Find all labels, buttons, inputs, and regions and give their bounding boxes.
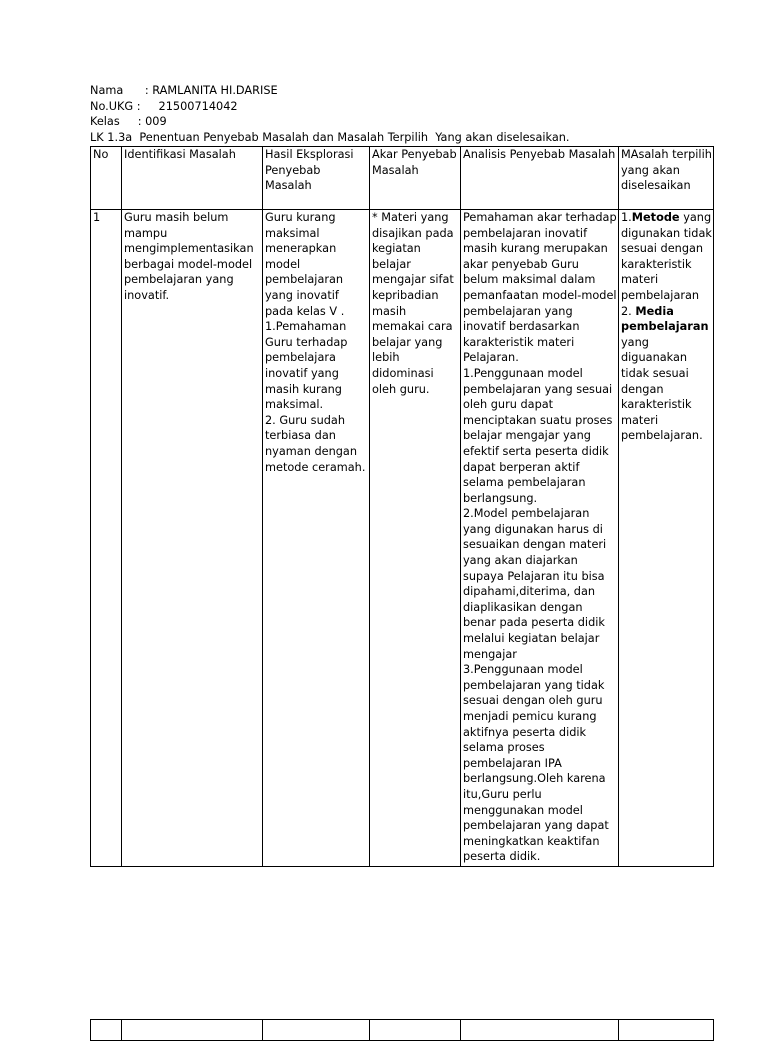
terpilih-item-2-prefix: 2. [621, 304, 636, 318]
analisis-paragraph: 2.Model pembelajaran yang digunakan harus di sesuaikan dengan materi yang akan diajarkan supaya Pelajaran itu bisa dipahami,diterima, dan diaplikasikan dengan benar pada peserta didik melalui kegiatan belajar mengajar [463, 507, 607, 661]
hasil-paragraph: Guru kurang maksimal menerapkan model pembelajaran yang inovatif pada kelas V . [265, 211, 345, 318]
header-no: No [91, 147, 122, 210]
cell-akar-penyebab: * Materi yang disajikan pada kegiatan belajar mengajar sifat kepribadian masih memakai cara belajar yang lebih didominasi oleh guru. [370, 210, 461, 867]
terpilih-item-1-text: yang digunakan tidak sesuai dengan karakteristik materi pembelajaran [621, 211, 712, 302]
cell-hasil-eksplorasi [263, 210, 370, 867]
worksheet-title: LK 1.3a Penentuan Penyebab Masalah dan Masalah Terpilih Yang akan diselesaikan. [90, 131, 570, 144]
terpilih-item-1-prefix: 1. [621, 211, 632, 224]
table-row [91, 210, 714, 867]
class-line: Kelas : 009 [90, 115, 167, 129]
header-identifikasi: Identifikasi Masalah [122, 147, 263, 210]
hasil-paragraph: 2. Guru sudah terbiasa dan nyaman dengan metode ceramah. [265, 413, 366, 474]
terpilih-item-2-text: yang diguanakan tidak sesuai dengan karakteristik materi pembelajaran. [621, 335, 703, 443]
ukg-number-line: No.UKG : 21500714042 [90, 99, 238, 113]
name-line: Nama : RAMLANITA HI.DARISE [90, 84, 278, 97]
terpilih-item-2 [621, 304, 712, 444]
cell-analisis [461, 210, 619, 867]
empty-cell [122, 1020, 263, 1041]
terpilih-item-1-keyword: Metode [631, 211, 680, 224]
header-analisis: Analisis Penyebab Masalah [461, 147, 619, 210]
terpilih-item-2-keyword: Media pembelajaran [621, 304, 709, 334]
empty-cell [461, 1020, 619, 1041]
cell-masalah-terpilih [619, 210, 714, 867]
table-header-row [91, 147, 714, 210]
header-akar-penyebab: Akar Penyebab Masalah [370, 147, 461, 210]
analisis-paragraph: 3.Penggunaan model pembelajaran yang tidak sesuai dengan oleh guru menjadi pemicu kurang aktifnya peserta didik selama proses pembelajaran IPA berlangsung.Oleh karena itu,Guru perlu menggunakan model pembelajaran yang dapat meningkatkan keaktifan peserta didik. [463, 663, 609, 864]
empty-cell [619, 1020, 714, 1041]
identity-block [90, 83, 278, 130]
analisis-paragraph: Pemahaman akar terhadap pembelajaran inovatif masih kurang merupakan akar penyebab Guru belum maksimal dalam pemanfaatan model-model pembelajaran yang inovatif berdasarkan karakteristik materi Pelajaran. [463, 211, 617, 365]
terpilih-item-1 [621, 210, 712, 304]
hasil-paragraph: 1.Pemahaman Guru terhadap pembelajara inovatif yang masih kurang maksimal. [265, 320, 348, 412]
header-masalah-terpilih: MAsalah terpilih yang akan diselesaikan [619, 147, 714, 210]
empty-cell [91, 1020, 122, 1041]
analisis-paragraph: 1.Penggunaan model pembelajaran yang sesuai oleh guru dapat menciptakan suatu proses belajar mengajar yang efektif serta peserta didik dapat berperan aktif selama pembelajaran berlangsung. [463, 366, 613, 505]
empty-cell [370, 1020, 461, 1041]
next-page-table-edge [90, 1019, 714, 1041]
cell-identifikasi: Guru masih belum mampu mengimplementasikan berbagai model-model pembelajaran yang inovatif. [122, 210, 263, 867]
table-row [91, 1020, 714, 1041]
empty-cell [263, 1020, 370, 1041]
cell-no: 1 [91, 210, 122, 867]
problem-analysis-table [90, 146, 714, 867]
header-hasil-eksplorasi: Hasil Eksplorasi Penyebab Masalah [263, 147, 370, 210]
